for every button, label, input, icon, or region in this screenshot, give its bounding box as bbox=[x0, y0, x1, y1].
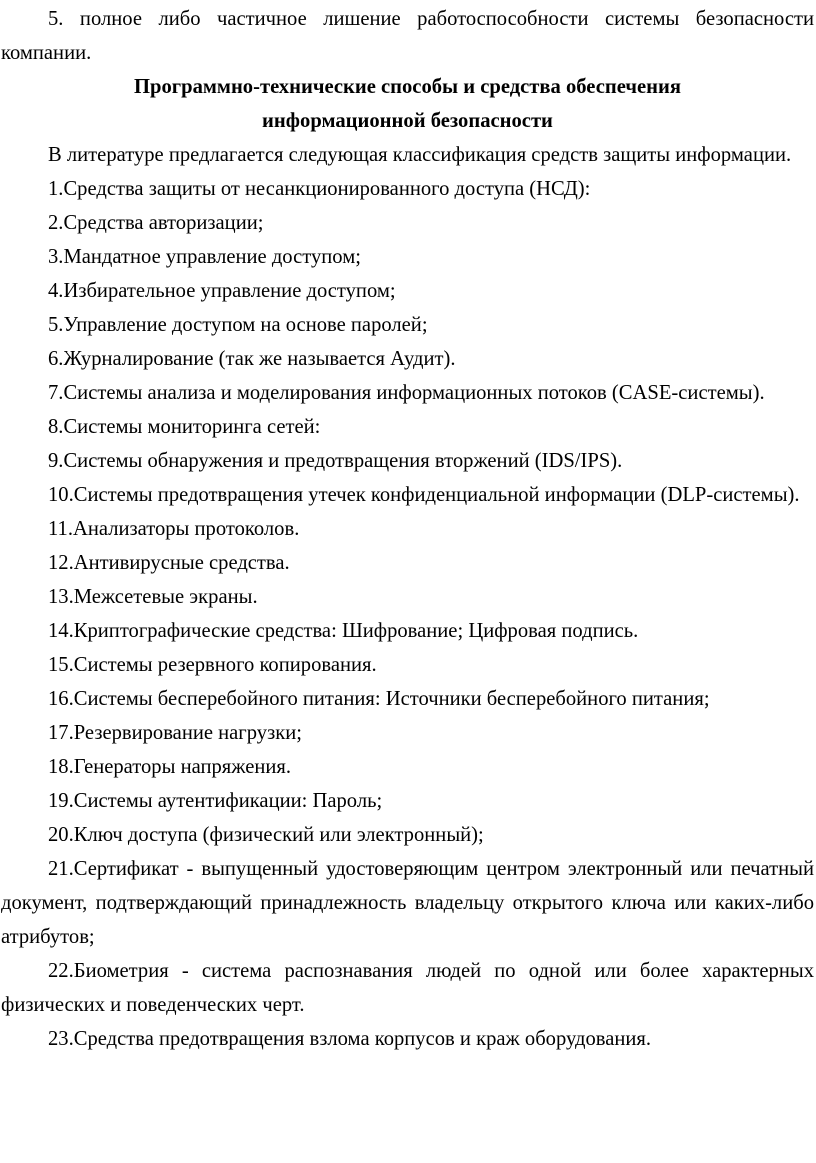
list-item: 5.Управление доступом на основе паролей; bbox=[48, 314, 428, 336]
section-heading-line-1: Программно-технические способы и средства обеспечения bbox=[134, 76, 681, 98]
list-item: 8.Системы мониторинга сетей: bbox=[48, 416, 321, 438]
list-item: 18.Генераторы напряжения. bbox=[48, 756, 292, 778]
list-item: 1.Средства защиты от несанкционированного доступа (НСД): bbox=[48, 178, 591, 200]
list-item: 22.Биометрия - система распознавания людей по одной или более характерных физических и поведенческих черт. bbox=[1, 960, 814, 1016]
list-item: 4.Избирательное управление доступом; bbox=[48, 280, 396, 302]
section-heading bbox=[1, 70, 814, 138]
list-item: 14.Криптографические средства: Шифрование; Цифровая подпись. bbox=[48, 620, 639, 642]
list-item: 6.Журналирование (так же называется Аудит). bbox=[48, 348, 456, 370]
list-item: 9.Системы обнаружения и предотвращения вторжений (IDS/IPS). bbox=[48, 450, 623, 472]
list-item: 12.Антивирусные средства. bbox=[48, 552, 290, 574]
classification-list bbox=[1, 172, 814, 1056]
list-item: 19.Системы аутентификации: Пароль; bbox=[48, 790, 383, 812]
list-item: 16.Системы бесперебойного питания: Источники бесперебойного питания; bbox=[48, 688, 710, 710]
list-item: 7.Системы анализа и моделирования информационных потоков (CASE-системы). bbox=[48, 382, 765, 404]
list-item: 23.Средства предотвращения взлома корпусов и краж оборудования. bbox=[48, 1028, 652, 1050]
list-item: 17.Резервирование нагрузки; bbox=[48, 722, 302, 744]
list-item: 3.Мандатное управление доступом; bbox=[48, 246, 361, 268]
list-item: 15.Системы резервного копирования. bbox=[48, 654, 377, 676]
lead-paragraph: В литературе предлагается следующая классификация средств защиты информации. bbox=[48, 144, 792, 166]
list-item: 2.Средства авторизации; bbox=[48, 212, 264, 234]
list-item: 20.Ключ доступа (физический или электронный); bbox=[48, 824, 484, 846]
section-heading-line-2: информационной безопасности bbox=[262, 110, 553, 132]
list-item: 11.Анализаторы протоколов. bbox=[48, 518, 300, 540]
list-item: 10.Системы предотвращения утечек конфиденциальной информации (DLP-системы). bbox=[48, 484, 800, 506]
list-item: 21.Сертификат - выпущенный удостоверяющим центром электронный или печатный документ, подтверждающий принадлежность владельцу открытого ключа или каких-либо атрибутов; bbox=[1, 858, 814, 948]
list-item: 13.Межсетевые экраны. bbox=[48, 586, 258, 608]
intro-paragraph: 5. полное либо частичное лишение работоспособности системы безопасности компании. bbox=[1, 8, 814, 64]
